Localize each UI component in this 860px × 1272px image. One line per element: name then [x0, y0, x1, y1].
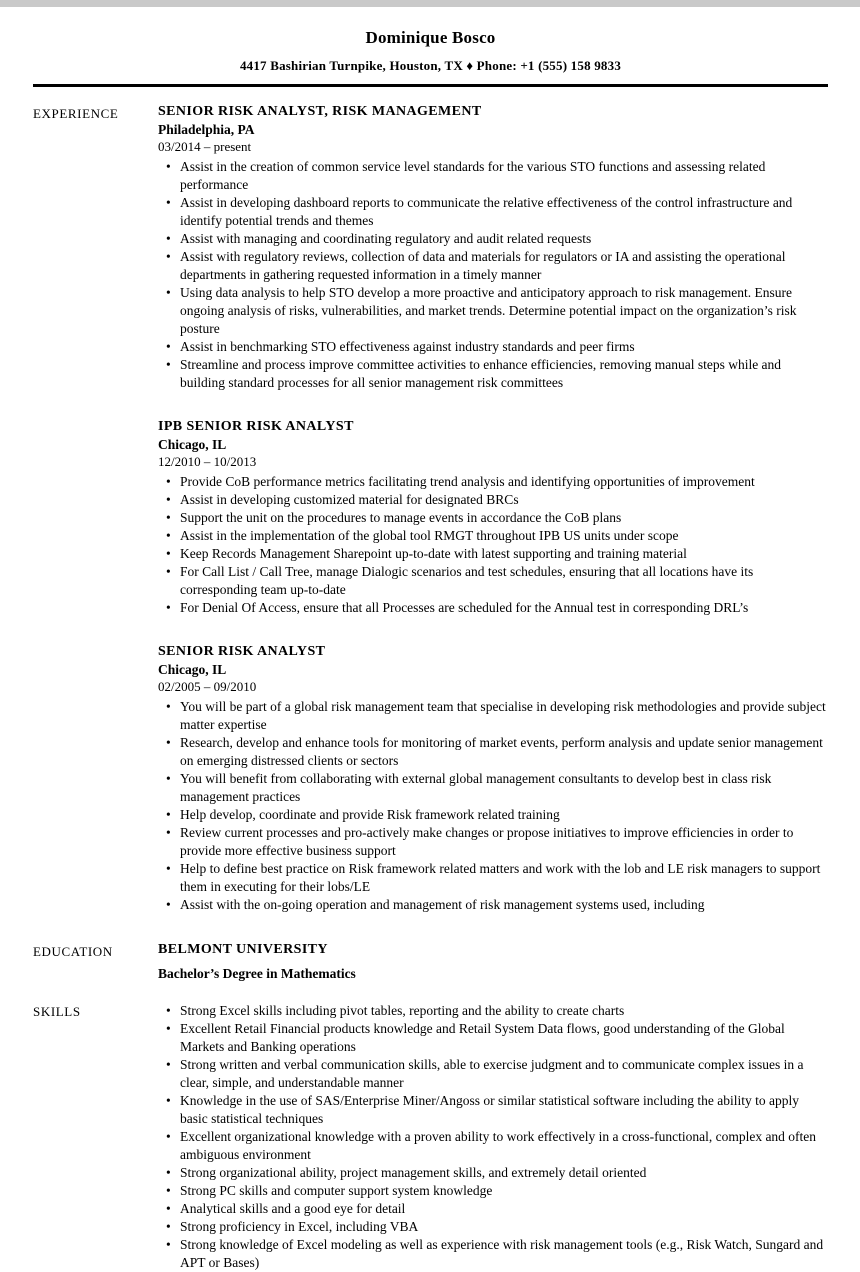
job-bullet: • For Call List / Call Tree, manage Dialogic scenarios and test schedules, ensuring that all locations have its corresponding team up-to-date — [158, 563, 828, 599]
skill-bullet: • Strong written and verbal communication skills, able to exercise judgment and to communicate complex issues in a clear, simple, and understandable manner — [158, 1056, 828, 1092]
job-bullet: • For Denial Of Access, ensure that all Processes are scheduled for the Annual test in corresponding DRL’s — [158, 599, 828, 617]
skills-content — [158, 1002, 828, 1272]
job-entry — [158, 644, 828, 914]
job-bullet: • You will benefit from collaborating with external global management consultants to develop best in class risk management practices — [158, 770, 828, 806]
page-top-edge — [0, 0, 860, 7]
job-dates: 03/2014 – present — [158, 139, 252, 154]
experience-label: EXPERIENCE — [33, 106, 119, 121]
job-bullet: • Streamline and process improve committee activities to enhance efficiencies, removing manual steps while and building standard processes for all senior management risk committees — [158, 356, 828, 392]
job-bullet: • Review current processes and pro-actively make changes or propose initiatives to improve efficiencies in order to provide more effective business support — [158, 824, 828, 860]
degree-name: Bachelor’s Degree in Mathematics — [158, 966, 356, 981]
experience-section — [33, 104, 828, 914]
skill-bullet: • Excellent organizational knowledge with a proven ability to work effectively in a cross-functional, complex and often ambiguous environment — [158, 1128, 828, 1164]
job-bullet: • Assist in developing dashboard reports to communicate the relative effectiveness of the control infrastructure and identify potential trends and themes — [158, 194, 828, 230]
header-divider — [33, 84, 828, 87]
job-bullet-list — [158, 698, 828, 914]
job-location: Chicago, IL — [158, 437, 227, 452]
resume-page — [0, 7, 860, 1272]
skills-label: SKILLS — [33, 1004, 81, 1019]
job-location: Philadelphia, PA — [158, 122, 255, 137]
job-bullet: • You will be part of a global risk management team that specialise in developing risk methodologies and provide subject matter expertise — [158, 698, 828, 734]
experience-content — [158, 104, 828, 914]
education-section — [33, 942, 828, 982]
job-bullet: • Help to define best practice on Risk framework related matters and work with the lob and LE risk managers to support them in executing for their lobs/LE — [158, 860, 828, 896]
job-title: IPB SENIOR RISK ANALYST — [158, 419, 354, 434]
job-bullet: • Assist with managing and coordinating regulatory and audit related requests — [158, 230, 828, 248]
skill-bullet: • Analytical skills and a good eye for detail — [158, 1200, 828, 1218]
skill-bullet: • Knowledge in the use of SAS/Enterprise Miner/Angoss or similar statistical software including the ability to apply basic statistical techniques — [158, 1092, 828, 1128]
job-bullet-list — [158, 158, 828, 392]
job-bullet: • Assist in developing customized material for designated BRCs — [158, 491, 828, 509]
job-entry — [158, 419, 828, 617]
job-title: SENIOR RISK ANALYST, RISK MANAGEMENT — [158, 104, 482, 119]
job-title: SENIOR RISK ANALYST — [158, 644, 326, 659]
candidate-name: Dominique Bosco — [365, 28, 496, 47]
skills-bullet-list — [158, 1002, 828, 1272]
skill-bullet: • Strong knowledge of Excel modeling as well as experience with risk management tools (e.g., Risk Watch, Sungard and APT or Bases) — [158, 1236, 828, 1272]
resume-header — [33, 28, 828, 74]
job-bullet: • Assist in the creation of common service level standards for the various STO functions and assessing related performance — [158, 158, 828, 194]
job-bullet: • Provide CoB performance metrics facilitating trend analysis and identifying opportunities of improvement — [158, 473, 828, 491]
skill-bullet: • Excellent Retail Financial products knowledge and Retail System Data flows, good understanding of the Global Markets and Banking operations — [158, 1020, 828, 1056]
job-dates: 02/2005 – 09/2010 — [158, 679, 257, 694]
skills-section — [33, 1002, 828, 1272]
skill-bullet: • Strong PC skills and computer support system knowledge — [158, 1182, 828, 1200]
job-bullet: • Assist with regulatory reviews, collection of data and materials for regulators or IA and assisting the operational departments in gathering requested information in a timely manner — [158, 248, 828, 284]
job-bullet: • Help develop, coordinate and provide Risk framework related training — [158, 806, 828, 824]
job-bullet: • Assist in the implementation of the global tool RMGT throughout IPB US units under scope — [158, 527, 828, 545]
skill-bullet: • Strong organizational ability, project management skills, and extremely detail oriented — [158, 1164, 828, 1182]
education-content — [158, 942, 828, 982]
job-bullet: • Assist with the on-going operation and management of risk management systems used, including — [158, 896, 828, 914]
job-bullet: • Keep Records Management Sharepoint up-to-date with latest supporting and training material — [158, 545, 828, 563]
job-dates: 12/2010 – 10/2013 — [158, 454, 257, 469]
job-bullet: • Support the unit on the procedures to manage events in accordance the CoB plans — [158, 509, 828, 527]
skill-bullet: • Strong proficiency in Excel, including VBA — [158, 1218, 828, 1236]
job-bullet: • Using data analysis to help STO develop a more proactive and anticipatory approach to risk management. Ensure ongoing analysis of risks, vulnerabilities, and market trends. Determine potential impact on the organization’s risk posture — [158, 284, 828, 338]
job-entry — [158, 104, 828, 392]
job-bullet: • Research, develop and enhance tools for monitoring of market events, perform analysis and update senior management on emerging distressed clients or sectors — [158, 734, 828, 770]
job-bullet-list — [158, 473, 828, 617]
skill-bullet: • Strong Excel skills including pivot tables, reporting and the ability to create charts — [158, 1002, 828, 1020]
school-name: BELMONT UNIVERSITY — [158, 942, 328, 957]
contact-line: 4417 Bashirian Turnpike, Houston, TX ♦ Phone: +1 (555) 158 9833 — [239, 58, 622, 73]
job-location: Chicago, IL — [158, 662, 227, 677]
education-label: EDUCATION — [33, 944, 113, 959]
job-bullet: • Assist in benchmarking STO effectiveness against industry standards and peer firms — [158, 338, 828, 356]
